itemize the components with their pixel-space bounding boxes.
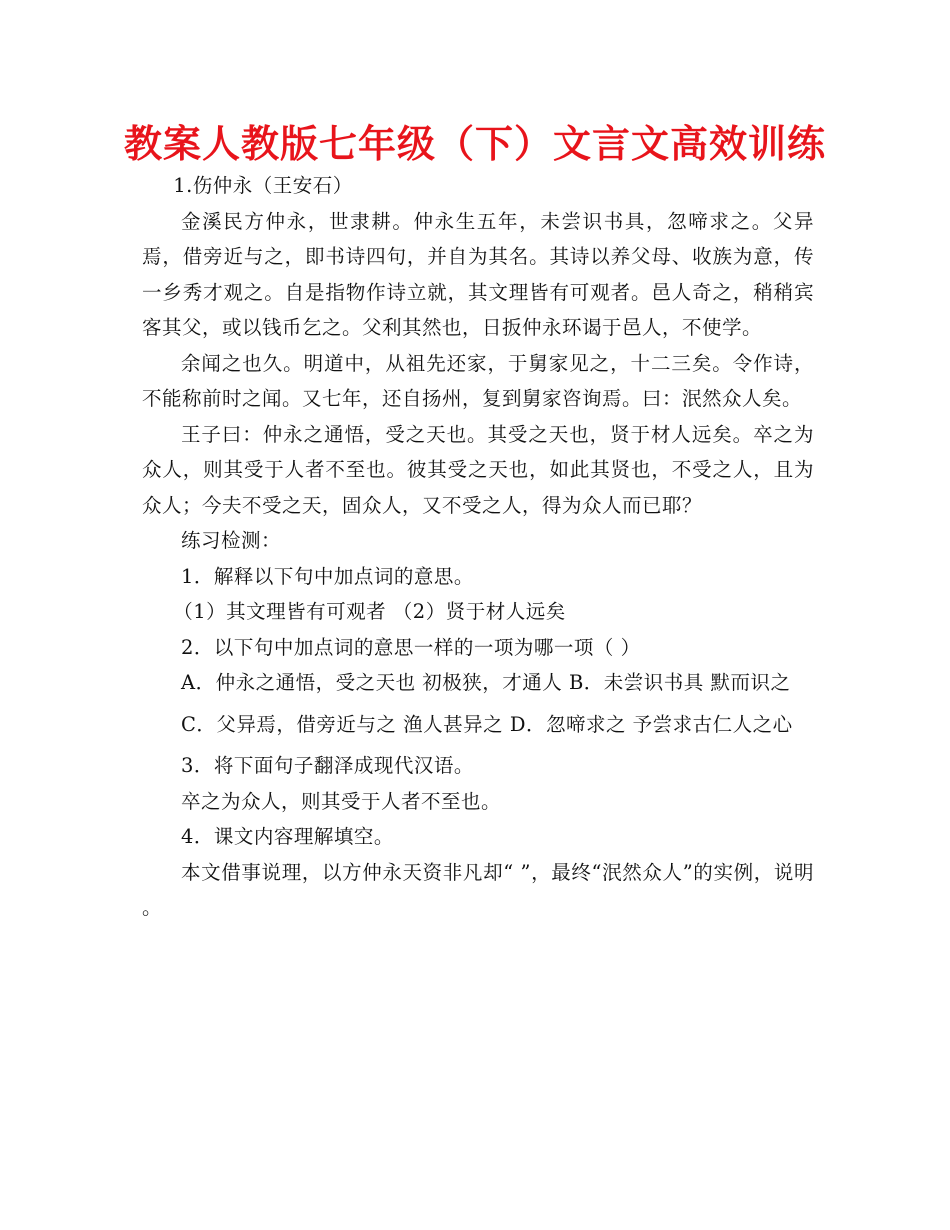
question-4-text: 本文借事说理，以方仲永天资非凡却“ ”，最终“泯然众人”的实例，说明 。 bbox=[142, 860, 814, 919]
question-2: 2．以下句中加点词的意思一样的一项为哪一项（ ） bbox=[181, 635, 641, 659]
practice-heading: 练习检测： bbox=[181, 529, 282, 552]
question-1-items: （1）其文理皆有可观者 （2）贤于材人远矣 bbox=[173, 600, 566, 623]
question-2-options-cd: C．父异焉，借旁近与之 渔人甚异之 D．忽啼求之 予尝求古仁人之心 bbox=[181, 712, 793, 736]
lesson-heading: 1.伤仲永（王安石） bbox=[173, 174, 353, 197]
text-paragraph-1: 金溪民方仲永，世隶耕。仲永生五年，未尝识书具，忽啼求之。父异焉，借旁近与之，即书诗四句，并自为其名。其诗以养父母、收族为意，传一乡秀才观之。自是指物作诗立就，其文理皆有可观者。邑人奇之，稍稍宾客其父，或以钱币乞之。父利其然也，日扳仲永环谒于邑人，不使学。 bbox=[142, 209, 814, 339]
text-paragraph-2: 余闻之也久。明道中，从祖先还家，于舅家见之，十二三矣。令作诗，不能称前时之闻。又七年，还自扬州，复到舅家咨询焉。曰：泯然众人矣。 bbox=[142, 351, 814, 410]
question-3: 3．将下面句子翻泽成现代汉语。 bbox=[181, 754, 474, 777]
question-2-options-ab: A．仲永之通悟，受之天也 初极狭，才通人 B．未尝识书具 默而识之 bbox=[181, 671, 791, 694]
question-4: 4．课文内容理解填空。 bbox=[181, 825, 394, 848]
document-title: 教案人教版七年级（下）文言文高效训练 bbox=[123, 122, 826, 166]
text-paragraph-3: 王子曰：仲永之通悟，受之天也。其受之天也，贤于材人远矣。卒之为众人，则其受于人者不至也。彼其受之天也，如此其贤也，不受之人，且为众人；今夫不受之天，固众人，又不受之人，得为众人而已耶？ bbox=[142, 422, 814, 517]
document-body bbox=[142, 168, 814, 926]
question-3-sentence: 卒之为众人，则其受于人者不至也。 bbox=[181, 789, 502, 813]
question-1: 1．解释以下句中加点词的意思。 bbox=[181, 564, 474, 588]
